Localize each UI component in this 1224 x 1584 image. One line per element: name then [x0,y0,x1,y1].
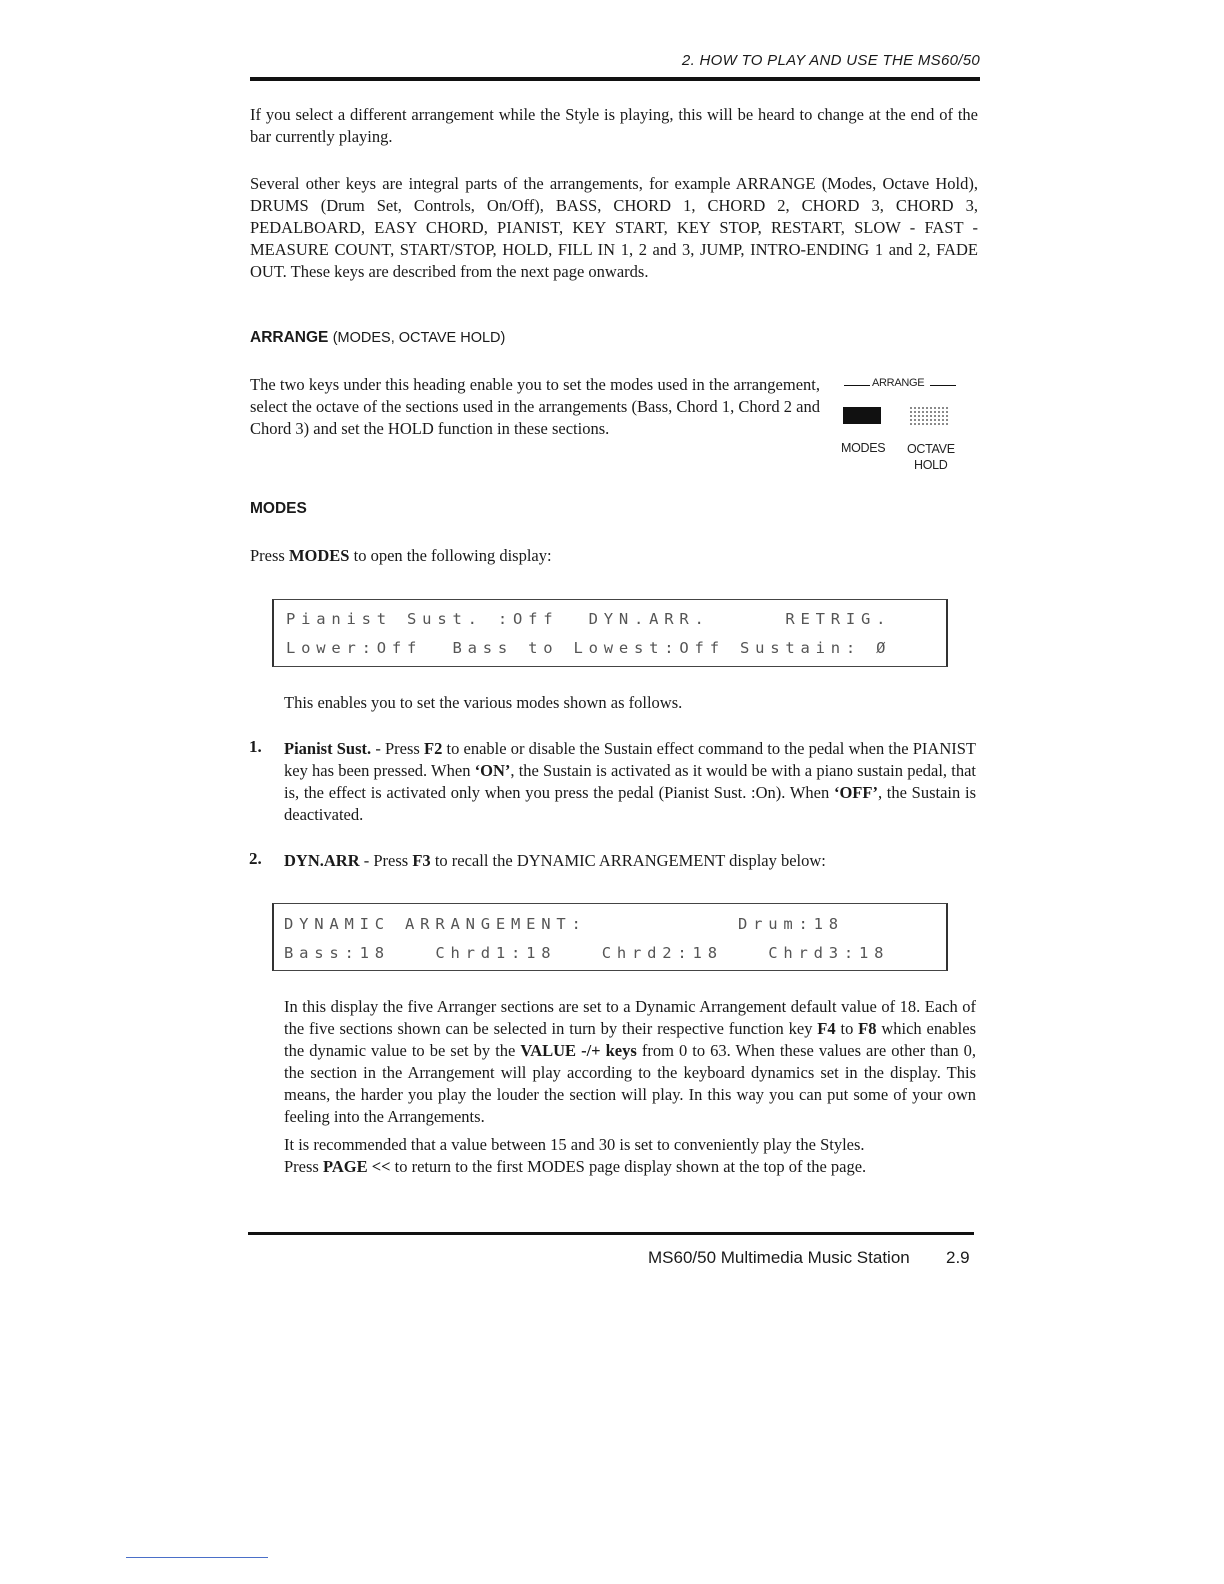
dyn-text-2: to [835,1019,859,1038]
modes-key-ref: MODES [288,546,350,565]
item-1-part-1: - Press [371,739,424,758]
dyn-text-4: from 0 to 63. When these values are other than 0, the section in the Arrangement will play according to the keyboard dynamics set in the display. This means, the harder you play the louder the section will play. In this way you can put some of your own feeling into the Arrangements. [284,1041,976,1126]
arrange-heading-sub: (MODES, OCTAVE HOLD) [332,330,506,346]
item-1-number: 1. [249,737,262,756]
item-2-number: 2. [249,849,262,868]
intro-paragraph-2: Several other keys are integral parts of the arrangements, for example ARRANGE (Modes, Octave Hold), DRUMS (Drum Set, Controls, On/Off), BASS, CHORD 1, CHORD 2, CHORD 3, CHORD 3, PEDALBOARD, EASY CHORD, PIANIST, KEY START, KEY STOP, RESTART, SLOW - FAST - MEASURE COUNT, START/STOP, HOLD, FILL IN 1, 2 and 3, JUMP, INTRO-ENDING 1 and 2, FADE OUT. These keys are described from the next page onwards. [250,174,978,281]
footer-rule [248,1232,974,1235]
octave-key-label: OCTAVE [907,442,955,456]
dyn-text-1: In this display the five Arranger sections are set to a Dynamic Arrangement default value of 18. Each of the five sections shown can be selected in turn by their respective function key [284,997,976,1038]
header-rule [250,77,980,81]
chapter-header: 2. HOW TO PLAY AND USE THE MS60/50 [681,52,980,69]
modes-lcd-display [272,599,948,667]
footer-page-number: 2.9 [946,1248,970,1267]
dyn-return-instruction [284,1156,976,1178]
modes-lcd-row-2: Lower:Off Bass to Lowest:Off Sustain: Ø [286,639,892,657]
press-text: Press [250,546,285,565]
dyn-page-key: PAGE << [322,1157,391,1176]
dyn-lcd-display [272,903,948,971]
item-2-key-f3: F3 [412,851,431,870]
dyn-key-f8: F8 [858,1019,877,1038]
panel-group-label: ARRANGE [872,377,925,389]
item-2-part-1: - Press [359,851,413,870]
footnote-rule [126,1557,268,1558]
dyn-text-3: which enables the dynamic value to be set by the [284,1019,976,1060]
dyn-return-text-2: to return to the first MODES page display shown at the top of the page. [390,1157,867,1176]
arrange-body: The two keys under this heading enable you to set the modes used in the arrangement, select the octave of the sections used in the arrangements (Bass, Chord 1, Chord 2 and Chord 3) and set the HOLD function in these sections. [250,375,820,438]
modes-press-line [250,545,552,567]
dyn-lcd-row-1: DYNAMIC ARRANGEMENT: Drum:18 [284,915,844,933]
modes-heading: MODES [250,500,307,517]
item-1-key-f2: F2 [424,739,443,758]
dyn-value-keys: VALUE -/+ keys [520,1041,637,1060]
dyn-description [284,996,976,1128]
dyn-return-text-1: Press [284,1157,323,1176]
item-2-part-2: to recall the DYNAMIC ARRANGEMENT display below: [430,851,826,870]
modes-lcd-row-1: Pianist Sust. :Off DYN.ARR. RETRIG. [286,610,892,628]
item-1-text [284,738,976,826]
press-rest-text: to open the following display: [353,546,552,565]
item-1-part-4: , the Sustain is deactivated. [284,783,976,824]
item-2-text [284,850,976,872]
arrange-panel [840,374,960,484]
item-1-part-2: to enable or disable the Sustain effect command to the pedal when the PIANIST key has been pressed. When [284,739,976,780]
modes-key-button[interactable] [843,407,881,424]
dyn-lcd-row-2: Bass:18 Chrd1:18 Chrd2:18 Chrd3:18 [284,944,890,962]
modes-key-label: MODES [841,441,886,455]
item-1-title: Pianist Sust. [284,739,372,758]
item-1-part-3: , the Sustain is activated as it would be with a piano sustain pedal, that is, the effect is activated only when you press the pedal (Pianist Sust. :On). When [284,761,976,802]
hold-key-label: HOLD [914,458,948,472]
item-1-on-label: ‘ON’ [474,761,511,780]
item-1-off-label: ‘OFF’ [833,783,878,802]
arrange-heading [250,329,505,347]
arrange-heading-title: ARRANGE [250,329,329,346]
modes-enables-text: This enables you to set the various modes shown as follows. [284,693,683,712]
dyn-key-f4: F4 [817,1019,836,1038]
item-2-title: DYN.ARR [284,851,360,870]
octave-hold-key-button[interactable] [909,406,949,426]
panel-bracket-left [844,385,870,386]
footer-product-name: MS60/50 Multimedia Music Station [648,1248,910,1267]
intro-paragraph-1: If you select a different arrangement while the Style is playing, this will be heard to change at the end of the bar currently playing. [250,105,978,146]
dyn-recommendation: It is recommended that a value between 15 and 30 is set to conveniently play the Styles. [284,1135,865,1154]
panel-bracket-right [930,385,956,386]
